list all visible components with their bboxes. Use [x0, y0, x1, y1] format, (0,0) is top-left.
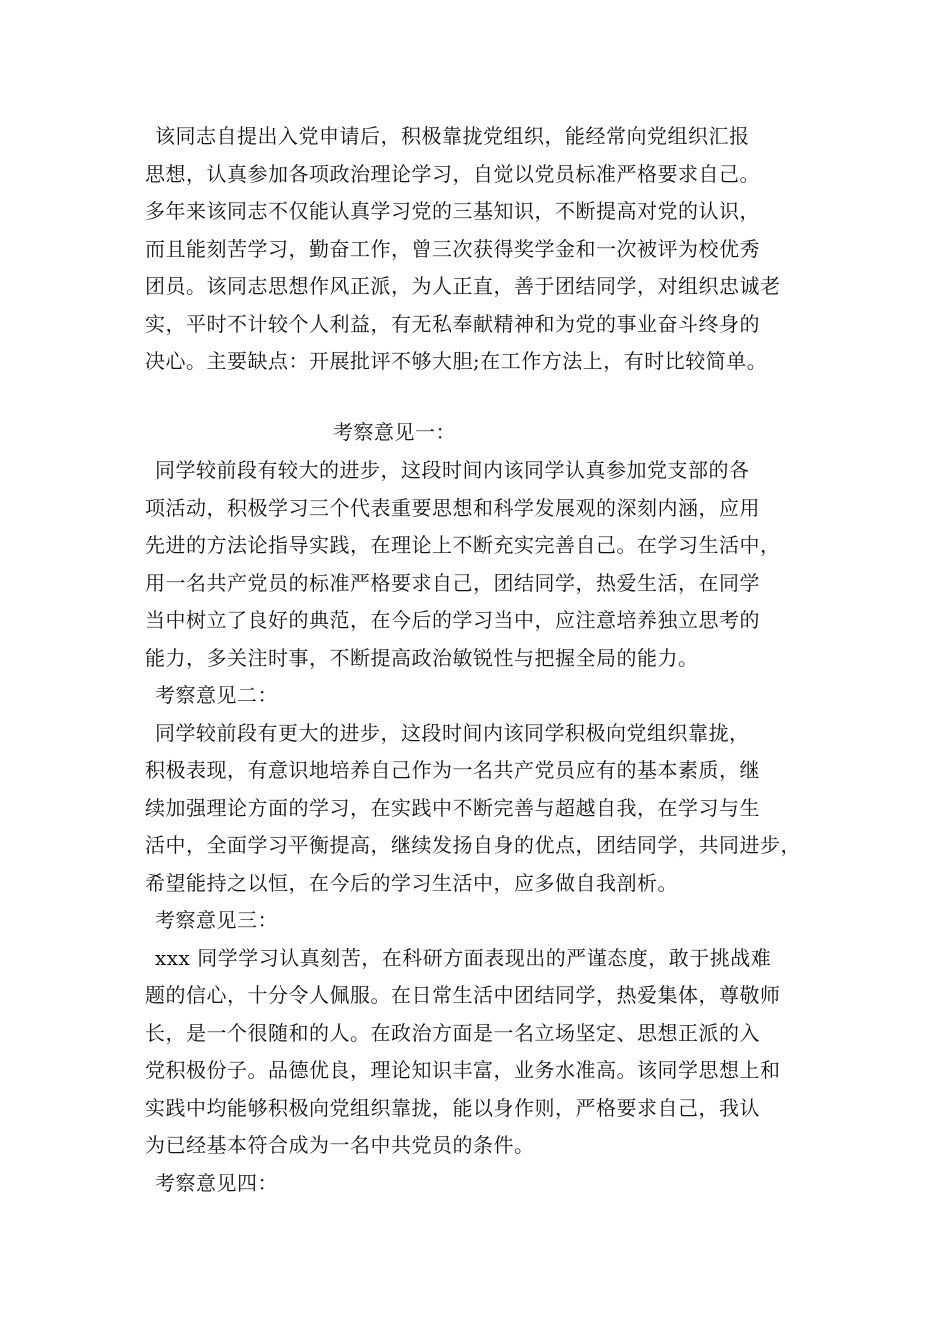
text-line: 该同志自提出入党申请后，积极靠拢党组织，能经常向党组织汇报 [155, 124, 750, 148]
section-body-1 [145, 452, 825, 1202]
text-line: 先进的方法论指导实践，在理论上不断充实完善自己。在学习生活中， [145, 533, 781, 557]
text-line: 项活动，积极学习三个代表重要思想和科学发展观的深刻内涵，应用 [145, 495, 760, 520]
text-line: 活中，全面学习平衡提高，继续发扬自身的优点，团结同学，共同进步， [145, 833, 801, 857]
section-heading-3: 考察意见三： [155, 908, 278, 932]
text-line: 实践中均能够积极向党组织靠拢，能以身作则，严格要求自己，我认 [145, 1095, 760, 1120]
section-heading-2: 考察意见二： [155, 683, 278, 707]
text-line: 团员。该同志思想作风正派，为人正直，善于团结同学，对组织忠诚老 [145, 274, 781, 298]
text-line: 决心。主要缺点：开展批评不够大胆;在工作方法上，有时比较简单。 [145, 349, 768, 373]
text-line: 同学较前段有更大的进步，这段时间内该同学积极向党组织靠拢， [155, 720, 750, 745]
text-line: 为已经基本符合成为一名中共党员的条件。 [145, 1133, 535, 1157]
text-line: 希望能持之以恒，在今后的学习生活中，应多做自我剖析。 [145, 870, 678, 895]
section-heading-4: 考察意见四： [155, 1170, 278, 1195]
text-line: 用一名共产党员的标准严格要求自己，团结同学，热爱生活，在同学 [145, 570, 760, 595]
text-line: 党积极份子。品德优良，理论知识丰富，业务水准高。该同学思想上和 [145, 1058, 781, 1082]
section-heading-1: 考察意见一： [333, 420, 456, 444]
text-line: 多年来该同志不仅能认真学习党的三基知识，不断提高对党的认识， [145, 199, 760, 223]
text-line: 长，是一个很随和的人。在政治方面是一名立场坚定、思想正派的入 [145, 1020, 760, 1045]
text-line: 能力，多关注时事，不断提高政治敏锐性与把握全局的能力。 [145, 645, 699, 670]
text-line: 题的信心，十分令人佩服。在日常生活中团结同学，热爱集体，尊敬师 [145, 983, 781, 1007]
intro-paragraph [145, 118, 825, 381]
text-line: xxx 同学学习认真刻苦，在科研方面表现出的严谨态度，敢于挑战难 [155, 945, 772, 970]
text-line: 续加强理论方面的学习，在实践中不断完善与超越自我，在学习与生 [145, 795, 760, 820]
text-line: 思想，认真参加各项政治理论学习，自觉以党员标准严格要求自己。 [145, 161, 760, 186]
text-line: 实，平时不计较个人利益，有无私奉献精神和为党的事业奋斗终身的 [145, 311, 760, 336]
text-line: 而且能刻苦学习，勤奋工作，曾三次获得奖学金和一次被评为校优秀 [145, 236, 760, 261]
text-line: 同学较前段有较大的进步，这段时间内该同学认真参加党支部的各 [155, 458, 750, 482]
text-line: 积极表现，有意识地培养自己作为一名共产党员应有的基本素质，继 [145, 758, 760, 782]
text-line: 当中树立了良好的典范，在今后的学习当中，应注意培养独立思考的 [145, 608, 760, 632]
